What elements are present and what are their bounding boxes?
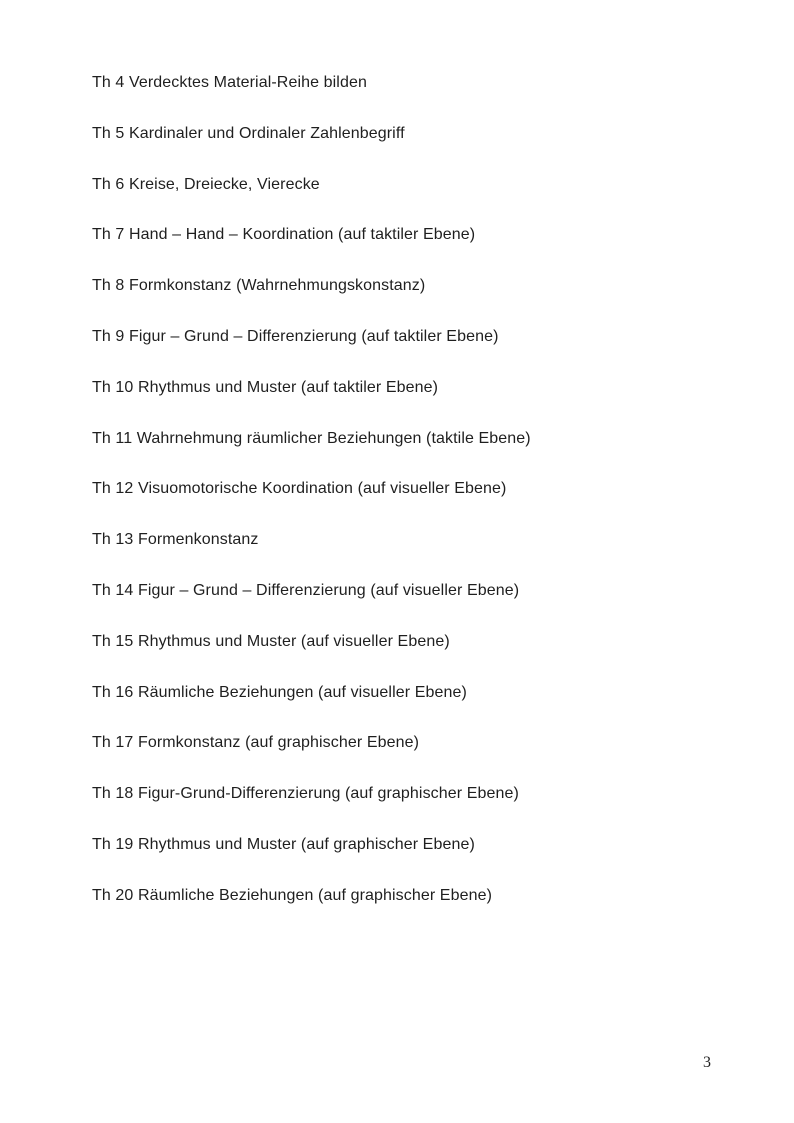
list-item: Th 15 Rhythmus und Muster (auf visueller Ebene)	[92, 632, 450, 650]
list-item: Th 11 Wahrnehmung räumlicher Beziehungen (taktile Ebene)	[92, 429, 531, 447]
list-item: Th 4 Verdecktes Material-Reihe bilden	[92, 74, 367, 91]
list-item: Th 9 Figur – Grund – Differenzierung (auf taktiler Ebene)	[92, 327, 499, 345]
list-item: Th 6 Kreise, Dreiecke, Vierecke	[92, 175, 320, 193]
theme-list	[92, 58, 754, 922]
list-item: Th 12 Visuomotorische Koordination (auf visueller Ebene)	[92, 480, 507, 498]
list-item: Th 19 Rhythmus und Muster (auf graphischer Ebene)	[92, 835, 475, 853]
list-item: Th 7 Hand – Hand – Koordination (auf taktiler Ebene)	[92, 226, 476, 244]
list-item: Th 10 Rhythmus und Muster (auf taktiler Ebene)	[92, 378, 439, 396]
list-item: Th 14 Figur – Grund – Differenzierung (auf visueller Ebene)	[92, 581, 520, 599]
page-number: 3	[703, 1054, 711, 1071]
list-item: Th 18 Figur-Grund-Differenzierung (auf graphischer Ebene)	[92, 785, 519, 803]
list-item: Th 13 Formenkonstanz	[92, 531, 259, 549]
list-item: Th 17 Formkonstanz (auf graphischer Ebene)	[92, 734, 420, 752]
list-item: Th 8 Formkonstanz (Wahrnehmungskonstanz)	[92, 277, 426, 295]
list-item: Th 5 Kardinaler und Ordinaler Zahlenbegriff	[92, 124, 405, 142]
list-item: Th 20 Räumliche Beziehungen (auf graphischer Ebene)	[92, 886, 493, 904]
list-item: Th 16 Räumliche Beziehungen (auf visueller Ebene)	[92, 683, 467, 701]
